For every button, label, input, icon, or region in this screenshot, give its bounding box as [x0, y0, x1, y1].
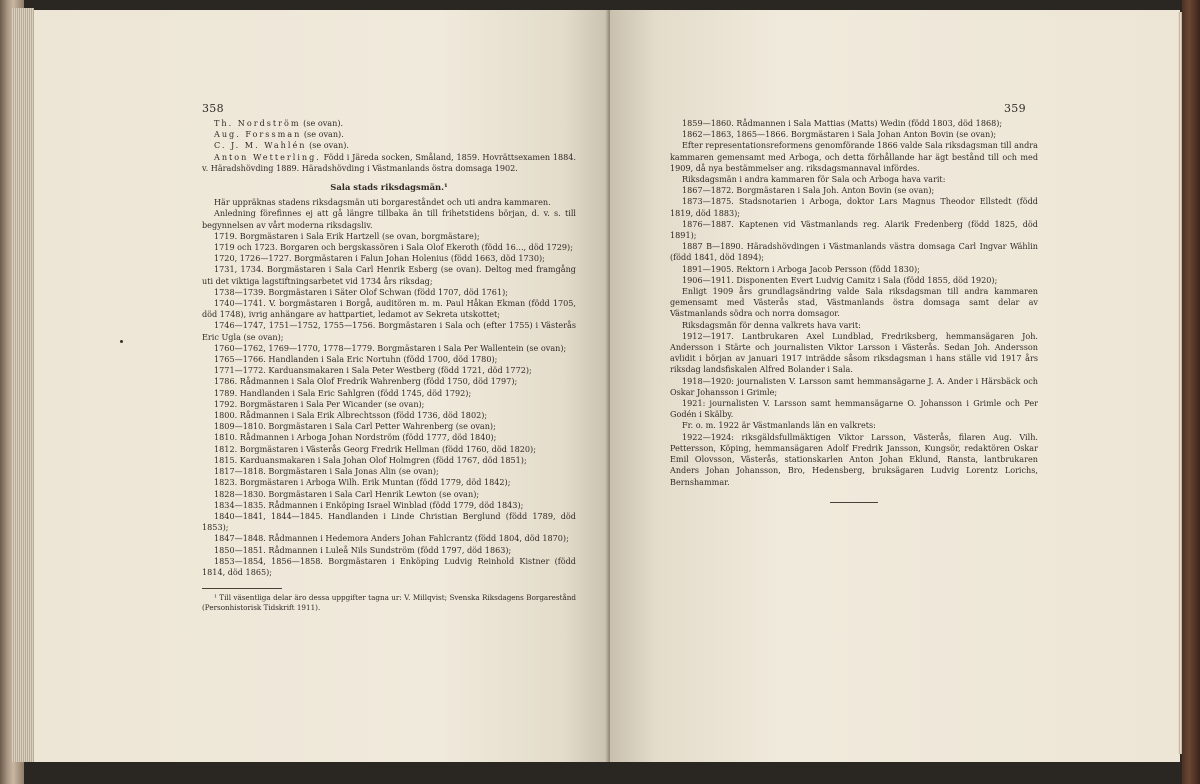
- paragraph: 1760—1762, 1769—1770, 1778—1779. Borgmästaren i Sala Per Wallentein (se ovan);: [214, 342, 567, 353]
- paragraph: 1921: journalisten V. Larsson samt hemmansägarne O. Johansson i Grimle och Per Godén i Skälby.: [670, 398, 1038, 420]
- left-page-text: [202, 118, 576, 612]
- entry-line: [202, 129, 576, 140]
- paragraph: 1906—1911. Disponenten Evert Ludvig Camitz i Sala (född 1855, död 1920);: [682, 274, 998, 285]
- paragraph: 1719 och 1723. Borgaren och bergskassören i Sala Olof Ekeroth (född 16..., död 1729);: [214, 242, 573, 253]
- footnote-rule: [202, 588, 282, 589]
- paragraph: 1817—1818. Borgmästaren i Sala Jonas Alin (se ovan);: [214, 466, 439, 477]
- person-name: Th. Nordström: [214, 118, 301, 128]
- paragraph: 1834—1835. Rådmannen i Enköping Israel Winblad (född 1779, död 1843);: [214, 499, 524, 510]
- entry-detail: (se ovan).: [306, 140, 349, 151]
- person-name: Aug. Forssman: [214, 129, 302, 140]
- paragraph: 1922—1924: riksgäldsfullmäktigen Viktor Larsson, Västerås, filaren Aug. Vilh. Pettersson, Köping, hemmansägaren Adolf Fredrik Jansson, Kungsör, redaktören Oskar Emil Olovsson, Västerås, stationskarlen Anton Johan Eklund, Ranstа, lantbrukaren Anders Johan Johansson, Bro, Hedensberg, bruksägaren Ludvig Lorentz Lorichs, Bernshammar.: [670, 431, 1038, 487]
- paragraph: 1867—1872. Borgmästaren i Sala Joh. Anton Bovin (se ovan);: [682, 185, 935, 196]
- paragraph: 1847—1848. Rådmannen i Hedemora Anders Johan Fahlcrantz (född 1804, död 1870);: [214, 533, 569, 544]
- paragraph: Riksdagsmän för denna valkrets hava varit:: [682, 319, 861, 330]
- paragraph: Anledning förefinnes ej att gå längre tillbaka än till frihetstidens början, d. v. s. till begynnelsen av vårt moderna riksdagsliv.: [202, 208, 576, 230]
- paragraph: 1786. Rådmannen i Sala Olof Fredrik Wahrenberg (född 1750, död 1797);: [214, 376, 518, 387]
- paragraph: 1815. Karduansmakaren i Sala Johan Olof Holmgren (född 1767, död 1851);: [214, 454, 527, 465]
- paragraph: 1789. Handlanden i Sala Eric Sahlgren (född 1745, död 1792);: [214, 387, 472, 398]
- paragraph: 1891—1905. Rektorn i Arboga Jacob Persson (född 1830);: [682, 263, 920, 274]
- right-page-text: [670, 118, 1038, 503]
- entry-line: [202, 118, 576, 129]
- paragraph: Enligt 1909 års grundlagsändring valde Sala riksdagsman till andra kammaren gemensamt med Västerås stad, Västmanlands östra domsaga samt delar av Västmanlands södra och norra domsagor.: [670, 286, 1038, 319]
- paragraph: 1873—1875. Stadsnotarien i Arboga, doktor Lars Magnus Theodor Ellstedt (född 1819, död 1883);: [670, 196, 1038, 218]
- paragraph: 1800. Rådmannen i Sala Erik Albrechtsson (född 1736, död 1802);: [214, 410, 488, 421]
- paragraph: 1823. Borgmästaren i Arboga Wilh. Erik Muntan (född 1779, död 1842);: [214, 477, 511, 488]
- entry-detail: (se ovan).: [301, 129, 344, 140]
- page-number-left: 358: [202, 102, 224, 115]
- margin-mark: [120, 340, 123, 343]
- paragraph: 1765—1766. Handlanden i Sala Eric Nortuhn (född 1700, död 1780);: [214, 354, 498, 365]
- paragraph: 1876—1887. Kaptenen vid Västmanlands reg. Alarik Fredenberg (född 1825, död 1891);: [670, 218, 1038, 241]
- person-name: Anton Wetterling.: [214, 151, 321, 162]
- paragraph: 1887 B—1890. Häradshövdingen i Västmanlands västra domsaga Carl Ingvar Wählin (född 1841, död 1894);: [670, 241, 1038, 263]
- paragraph: 1828—1830. Borgmästaren i Sala Carl Henrik Lewton (se ovan);: [214, 488, 480, 499]
- paragraph: Här uppräknas stadens riksdagsmän uti borgareståndet och uti andra kammaren.: [214, 197, 551, 208]
- paragraph: 1809—1810. Borgmästaren i Sala Carl Petter Wahrenberg (se ovan);: [214, 421, 496, 432]
- paragraph: 1771—1772. Karduansmakaren i Sala Peter Westberg (född 1721, död 1772);: [214, 365, 532, 376]
- paragraph: 1812. Borgmästaren i Västerås Georg Fredrik Hellman (född 1760, död 1820);: [214, 443, 536, 454]
- left-page: [34, 10, 610, 762]
- entry-detail: Född i Järeda socken, Småland, 1859. Hovrättsexamen 1884. v. Häradshövding 1889. Häradshövding i Västmanlands östra domsaga 1902.: [202, 151, 576, 173]
- page-stack-left: [12, 8, 34, 762]
- paragraph: 1862—1863, 1865—1866. Borgmästaren i Sala Johan Anton Bovin (se ovan);: [682, 129, 997, 140]
- paragraph: 1912—1917. Lantbrukaren Axel Lundblad, Fredriksberg, hemmansägaren Joh. Andersson i Stärte och journalisten Viktor Larsson i Västerås. Sedan Joh. Andersson avlidit i början av januari 1917 inträdde såsom riksdagsman i hans ställe vid 1917 års riksdag landsfiskalen Alfred Bolander i Sala.: [670, 330, 1038, 375]
- paragraph: 1719. Borgmästaren i Sala Erik Hartzell (se ovan, borgmästare);: [214, 230, 480, 241]
- paragraph: 1740—1741. V. borgmästaren i Borgå, auditören m. m. Paul Håkan Ekman (född 1705, död 1748), ivrig anhängare av hattpartiet, ledamot av Sekreta utskottet;: [202, 298, 576, 320]
- paragraph: Efter representationsreformens genomförande 1866 valde Sala riksdagsman till andra kammaren gemensamt med Arboga, och detta förhållande har ägt bestånd till och med 1909, då nya bestämmelser ang. riksdagsmannaval infördes.: [670, 140, 1038, 173]
- right-page: [610, 10, 1180, 762]
- entry-line: [202, 140, 576, 151]
- paragraph: 1850—1851. Rådmannen i Luleå Nils Sundström (född 1797, död 1863);: [214, 544, 512, 555]
- paragraph: Fr. o. m. 1922 är Västmanlands län en valkrets:: [682, 420, 876, 431]
- paragraph: 1859—1860. Rådmannen i Sala Mattias (Matts) Wedin (född 1803, död 1868);: [682, 118, 1003, 128]
- section-heading: Sala stads riksdagsmän.¹: [330, 182, 448, 193]
- paragraph: 1918—1920: journalisten V. Larsson samt hemmansägarne J. A. Ander i Härsbäck och Oskar Johansson i Grimle;: [670, 375, 1038, 397]
- paragraph: 1746—1747, 1751—1752, 1755—1756. Borgmästaren i Sala och (efter 1755) i Västerås Eric Ugla (se ovan);: [202, 320, 576, 342]
- paragraph: Riksdagsmän i andra kammaren för Sala och Arboga hava varit:: [682, 174, 946, 185]
- paragraph: 1731, 1734. Borgmästaren i Sala Carl Henrik Esberg (se ovan). Deltog med framgång uti det viktiga lagstiftningsarbetet vid 1734 års riksdag;: [202, 264, 576, 286]
- paragraph: 1840—1841, 1844—1845. Handlanden i Linde Christian Berglund (född 1789, död 1853);: [202, 510, 576, 533]
- paragraph: 1738—1739. Borgmästaren i Säter Olof Schwan (född 1707, död 1761);: [214, 286, 508, 297]
- section-end-rule: [830, 502, 878, 503]
- paragraph: 1853—1854, 1856—1858. Borgmästaren i Enköping Ludvig Reinhold Kistner (född 1814, död 1865);: [202, 555, 576, 577]
- entry-detail: (se ovan).: [300, 118, 344, 128]
- paragraph: 1792. Borgmästaren i Sala Per Wicander (se ovan);: [214, 398, 425, 409]
- person-name: C. J. M. Wahlén: [214, 140, 307, 151]
- paragraph: 1810. Rådmannen i Arboga Johan Nordström (född 1777, död 1840);: [214, 432, 497, 443]
- entry-line: [202, 152, 576, 174]
- page-number-right: 359: [1004, 102, 1026, 115]
- book-cover-right: [1182, 0, 1200, 784]
- paragraph: 1720, 1726—1727. Borgmästaren i Falun Johan Holenius (född 1663, död 1730);: [214, 253, 545, 264]
- footnote: ¹ Till väsentliga delar äro dessa uppgifter tagna ur: V. Millqvist; Svenska Riksdagens Borgarestånd (Personhistorisk Tidskrift 1911).: [202, 593, 576, 612]
